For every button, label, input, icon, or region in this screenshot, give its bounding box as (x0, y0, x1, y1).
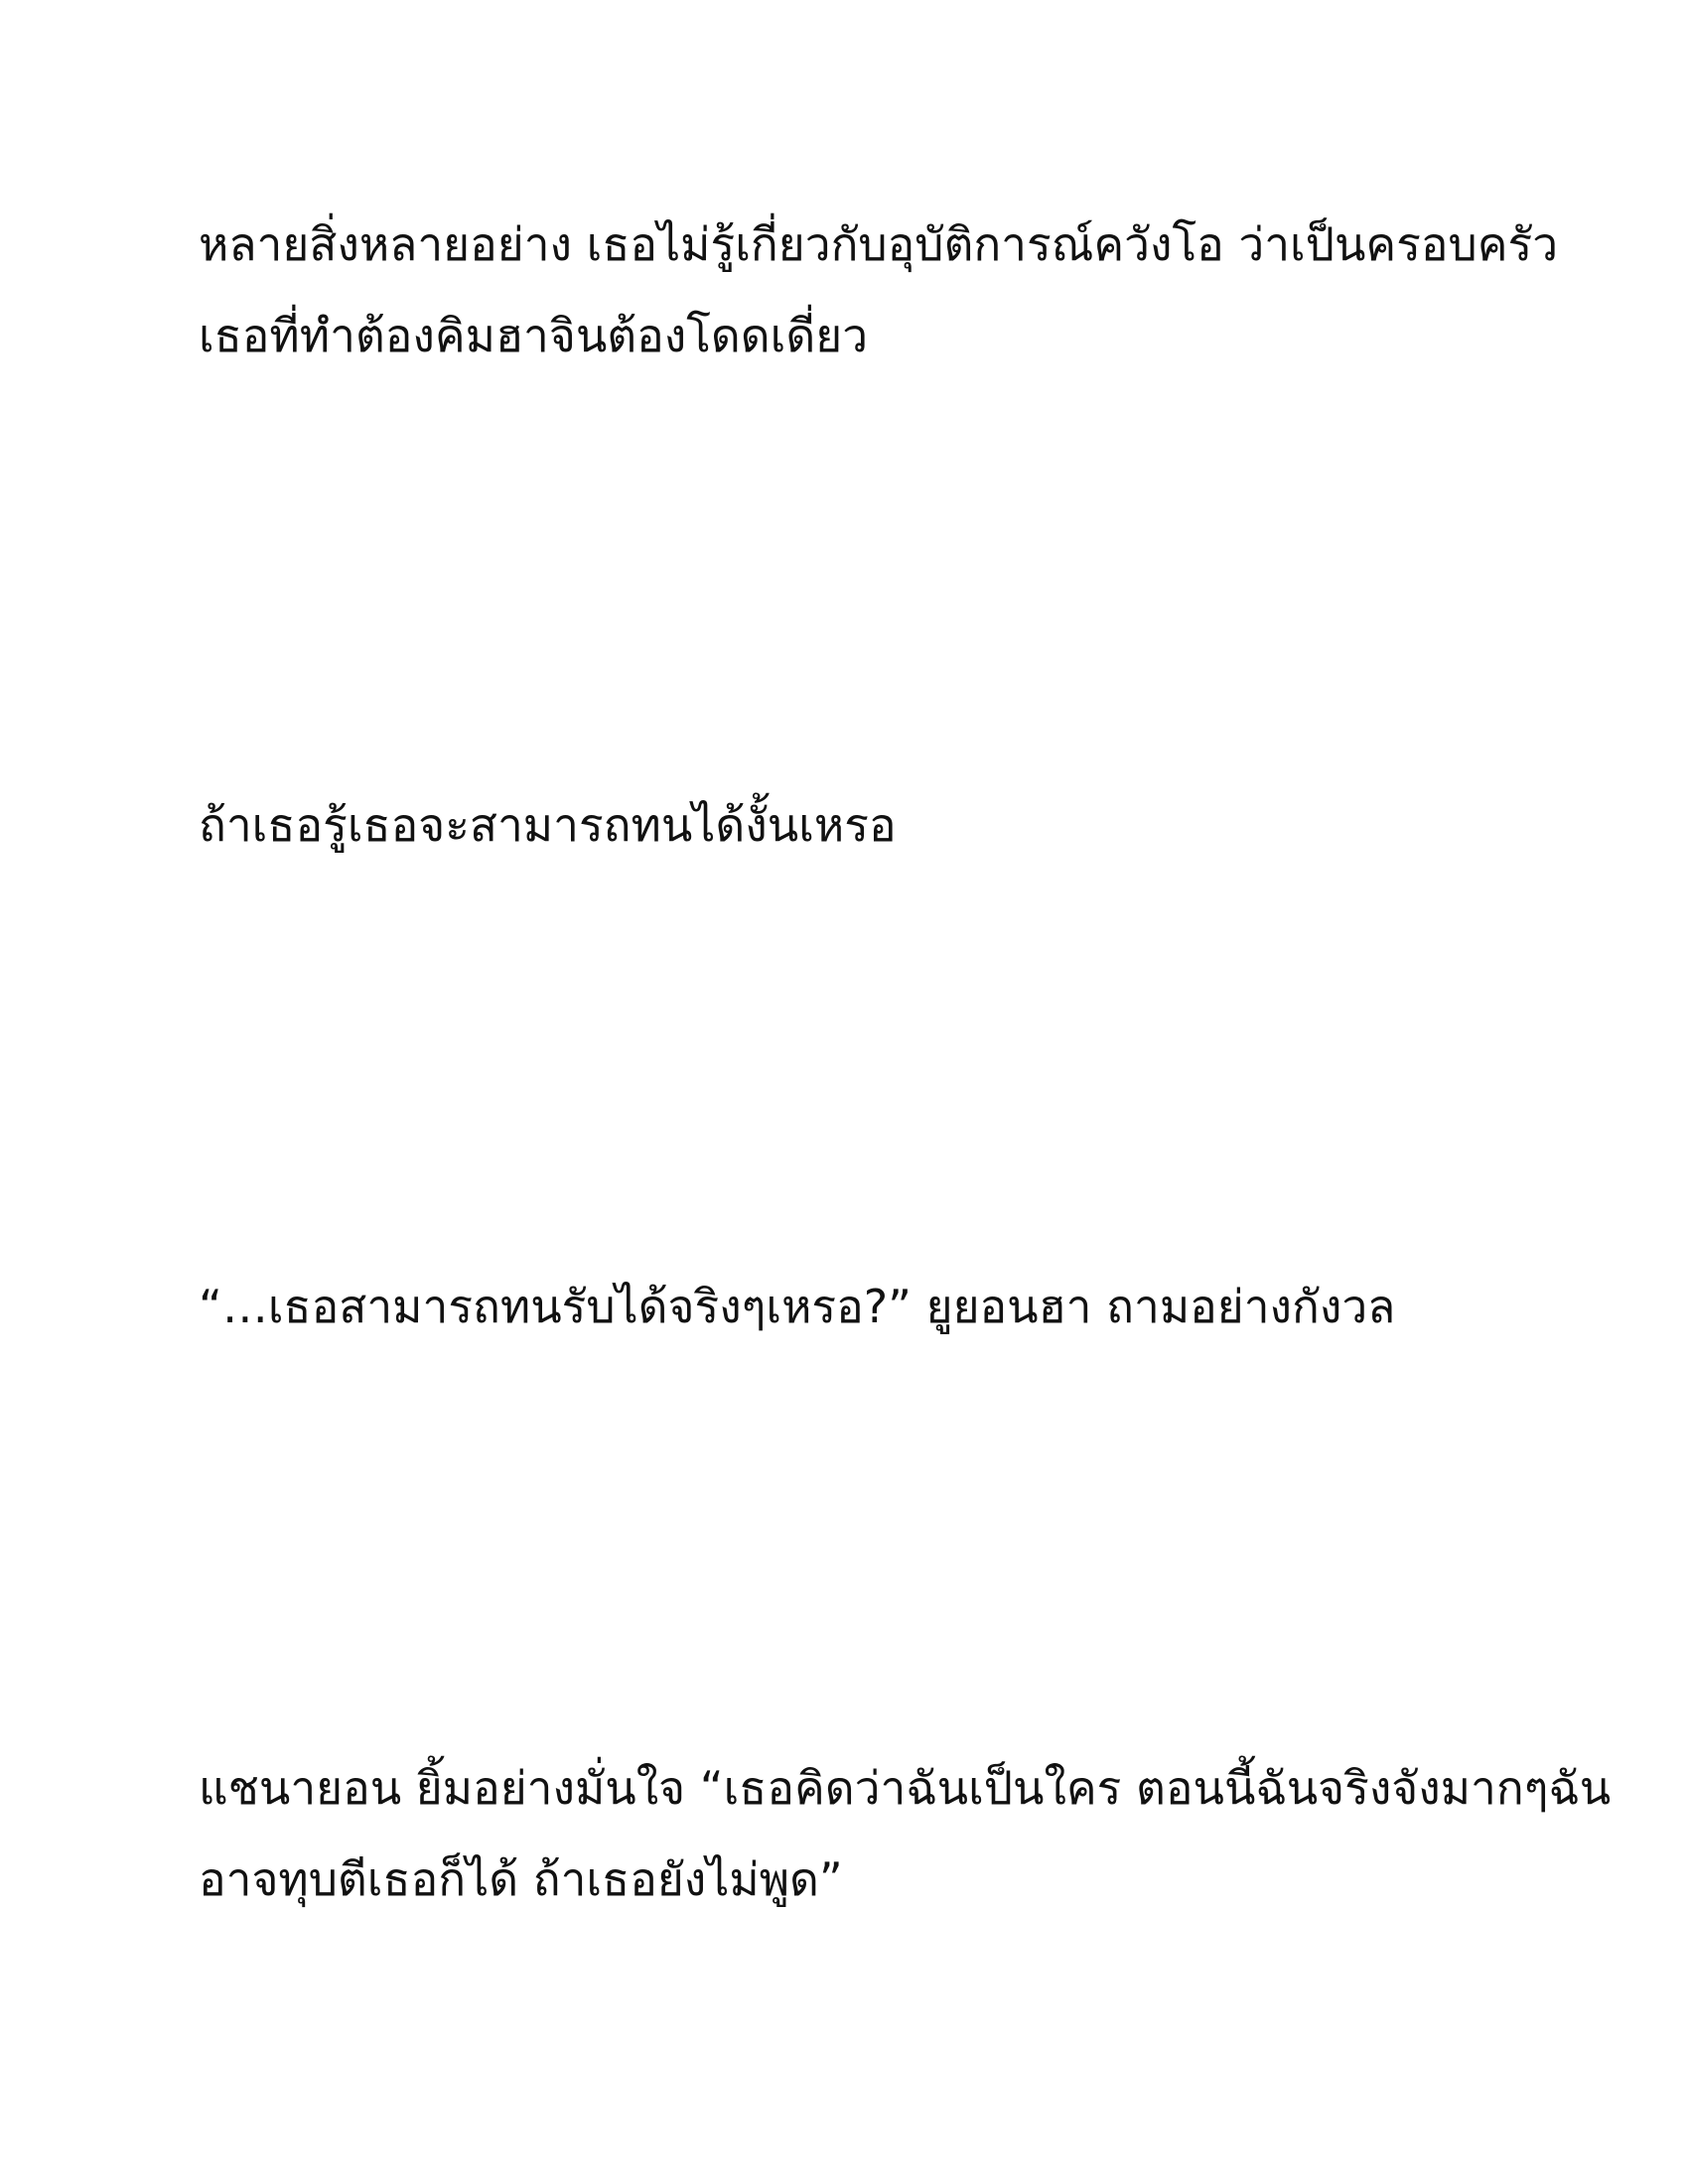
paragraph-1 (199, 199, 1559, 381)
paragraph-line: ถ้าเธอรู้เธอจะสามารถทนได้งั้นเหรอ (199, 798, 897, 852)
paragraph-line: เธอที่ทำต้องคิมฮาจินต้องโดดเดี่ยว (199, 309, 869, 362)
paragraph-4 (199, 1742, 1612, 1925)
paragraph-line: หลายสิ่งหลายอย่าง เธอไม่รู้เกี่ยวกับอุบัติการณ์ควังโอ ว่าเป็นครอบครัว (199, 217, 1559, 271)
paragraph-line: อาจทุบตีเธอก็ได้ ถ้าเธอยังไม่พูด” (199, 1852, 843, 1906)
paragraph-line: “…เธอสามารถทนรับได้จริงๆเหรอ?” ยูยอนฮา ถามอย่างกังวล (199, 1280, 1396, 1333)
paragraph-3 (199, 1261, 1529, 1352)
paragraph-2 (199, 779, 1529, 871)
paragraph-line: แชนายอน ยิ้มอย่างมั่นใจ “เธอคิดว่าฉันเป็นใคร ตอนนี้ฉันจริงจังมากๆฉัน (199, 1761, 1612, 1815)
